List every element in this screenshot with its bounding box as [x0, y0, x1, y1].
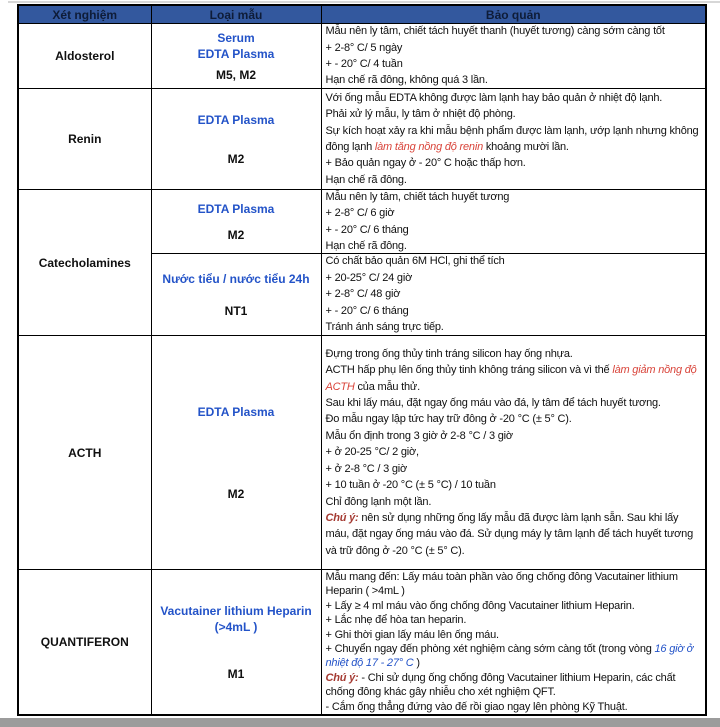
storage-text: - Chi sử dụng ống chống đông Vacutainer lithium Heparin, các chất chống đông khác gây nhiễu cho xét nghiệm QFT. [325, 671, 676, 699]
storage-text: Với ống mẫu EDTA không được làm lạnh hay bảo quản ở nhiệt độ lạnh. [325, 91, 663, 104]
storage-text: Mẫu ổn định trong 3 giờ ở 2-8 °C / 3 giờ [325, 429, 513, 442]
storage-cell [321, 89, 706, 190]
storage-text: + - 20° C/ 4 tuần [325, 58, 403, 70]
storage-text: + Lấy ≥ 4 ml máu vào ống chống đông Vacutainer lithium Heparin. [325, 599, 635, 612]
storage-text: ACTH hấp phụ lên ống thủy tinh không tráng silicon và vì thế [325, 364, 613, 377]
sample-type-cell [151, 336, 321, 570]
storage-cell [321, 570, 706, 716]
storage-text: + Lắc nhẹ để hòa tan heparin. [325, 614, 467, 627]
storage-line [326, 362, 703, 395]
storage-line [326, 286, 703, 302]
table-row [18, 190, 706, 254]
sample-code: M2 [227, 487, 245, 502]
test-name-cell: Aldosterol [18, 24, 151, 89]
table-body [18, 24, 706, 716]
storage-line [326, 106, 703, 122]
storage-line [326, 254, 703, 270]
storage-line [326, 477, 703, 493]
header-storage: Bảo quản [321, 5, 706, 24]
sample-name-group [162, 271, 309, 287]
storage-text: + - 20° C/ 6 tháng [325, 304, 409, 317]
storage-text: + 2-8° C/ 48 giờ [325, 288, 401, 301]
storage-text-highlight: làm tăng nồng độ renin [374, 141, 484, 153]
storage-line [326, 428, 703, 444]
storage-line [326, 222, 703, 238]
sample-name-group [198, 404, 275, 420]
storage-text: + ở 20-25 °C/ 2 giờ, [325, 446, 419, 459]
sample-name-group [160, 603, 311, 635]
storage-line [326, 40, 703, 56]
storage-line [326, 599, 703, 613]
storage-text-highlight: 16 giờ ở nhiệt độ 17 - 27° C [325, 643, 694, 670]
storage-text-highlight: Chú ý: [325, 511, 359, 524]
storage-line [326, 90, 703, 106]
sample-code: NT1 [224, 304, 248, 318]
storage-line [326, 24, 703, 40]
storage-text: Có chất bảo quản 6M HCl, ghi thể tích [325, 255, 505, 268]
sample-type-cell [151, 190, 321, 254]
storage-cell [321, 190, 706, 254]
storage-cell [321, 254, 706, 336]
table-row [18, 89, 706, 190]
storage-line [326, 700, 703, 714]
sample-code: M2 [227, 228, 245, 242]
storage-line [326, 238, 703, 253]
test-name-cell: Catecholamines [18, 190, 151, 336]
storage-cell [321, 336, 706, 570]
storage-line [326, 570, 703, 599]
storage-text: - Cắm ống thẳng đứng vào đế rồi giao ngay lên phòng Kỹ Thuật. [325, 700, 628, 713]
sample-name: Vacutainer lithium Heparin [160, 603, 312, 618]
sample-type-cell [151, 570, 321, 716]
storage-line [326, 671, 703, 700]
sample-name: Serum [217, 31, 255, 45]
storage-text: ) [413, 657, 420, 670]
sample-name-group [198, 201, 275, 217]
storage-text: của mẫu thử. [354, 380, 420, 393]
storage-text: Sự kích hoạt xảy ra khi mẫu bệnh phẩm được làm lạnh, ướp lạnh nhưng không đông lạnh [325, 124, 699, 153]
storage-text-highlight: Chú ý: [325, 671, 359, 684]
storage-text: Mẫu nên ly tâm, chiết tách huyết tương [325, 190, 510, 203]
storage-line [326, 411, 703, 427]
sample-name: EDTA Plasma [197, 47, 275, 61]
storage-text: Tránh ánh sáng trực tiếp. [325, 321, 444, 334]
storage-line [326, 628, 703, 642]
storage-line [326, 494, 703, 510]
storage-text-highlight: làm giảm nồng độ ACTH [325, 364, 697, 393]
sample-type-cell [151, 254, 321, 336]
sample-name: (>4mL ) [214, 619, 258, 634]
sample-code: M1 [227, 667, 245, 682]
table-row [18, 336, 706, 570]
storage-line [326, 613, 703, 627]
storage-text: + ở 2-8 °C / 3 giờ [325, 462, 408, 475]
storage-line [326, 642, 703, 671]
sample-name-group [198, 30, 275, 62]
header-test: Xét nghiệm [18, 5, 151, 24]
storage-line [326, 123, 703, 156]
storage-text: Phải xử lý mẫu, ly tâm ở nhiệt độ phòng. [325, 108, 516, 121]
storage-line [326, 190, 703, 205]
table-row [18, 24, 706, 89]
sample-name: EDTA Plasma [197, 202, 275, 216]
storage-line [326, 72, 703, 88]
sample-name: Nước tiểu / nước tiểu 24h [162, 272, 310, 286]
specimen-storage-table [17, 4, 707, 716]
storage-text: Sau khi lấy máu, đặt ngay ống máu vào đá, ly tâm để tách huyết tương. [325, 397, 661, 410]
storage-line [326, 205, 703, 221]
storage-line [326, 270, 703, 286]
sample-name: EDTA Plasma [197, 404, 275, 419]
storage-text: Mẫu nên ly tâm, chiết tách huyết thanh (huyết tương) càng sớm càng tốt [325, 25, 665, 38]
storage-line [326, 303, 703, 319]
storage-line [326, 461, 703, 477]
storage-line [326, 444, 703, 460]
storage-line [326, 172, 703, 188]
storage-text: + Ghi thời gian lấy máu lên ống máu. [325, 628, 499, 641]
storage-text: Đo mẫu ngay lập tức hay trữ đông ở -20 °C (± 5° C). [325, 413, 572, 426]
storage-text: + 20-25° C/ 24 giờ [325, 271, 413, 284]
storage-cell [321, 24, 706, 89]
test-name-cell: QUANTIFERON [18, 570, 151, 716]
sample-code: M5, M2 [215, 68, 256, 82]
storage-line [326, 346, 703, 362]
page-top-edge [8, 1, 720, 3]
storage-text: Hạn chế rã đông, không quá 3 lần. [325, 74, 488, 87]
page-bottom-edge [0, 718, 720, 727]
storage-line [326, 56, 703, 72]
sample-name-group [198, 112, 275, 128]
storage-text: khoảng mười lần. [483, 141, 569, 153]
header-row [18, 5, 706, 24]
storage-text: + 2-8° C/ 5 ngày [325, 41, 403, 54]
test-name-cell: ACTH [18, 336, 151, 570]
storage-text: Hạn chế rã đông. [325, 173, 407, 186]
table-row [18, 570, 706, 716]
storage-text: + 2-8° C/ 6 giờ [325, 207, 395, 220]
storage-line [326, 510, 703, 559]
storage-text: Hạn chế rã đông. [325, 239, 407, 252]
storage-line [326, 319, 703, 335]
storage-text: + Bảo quản ngay ở - 20° C hoặc thấp hơn. [325, 157, 526, 170]
storage-text: + Chuyển ngay đến phòng xét nghiệm càng sớm càng tốt (trong vòng [325, 643, 655, 655]
sample-type-cell [151, 89, 321, 190]
sample-code: M2 [227, 151, 245, 166]
header-sample-type: Loại mẫu [151, 5, 321, 24]
storage-text: + - 20° C/ 6 tháng [325, 223, 409, 236]
storage-line [326, 395, 703, 411]
storage-text: nên sử dụng những ống lấy mẫu đã được làm lạnh sẵn. Sau khi lấy máu, đặt ngay ống máu vào đá. Sử dụng máy ly tâm lạnh để tách huyết tương và trữ đông ở -20 °C (± 5° C). [325, 511, 694, 557]
test-name-cell: Renin [18, 89, 151, 190]
storage-line [326, 155, 703, 171]
sample-type-cell [151, 24, 321, 89]
storage-text: Mẫu mang đến: Lấy máu toàn phần vào ống chống đông Vacutainer lithium Heparin ( >4mL ) [325, 570, 678, 598]
sample-name: EDTA Plasma [197, 113, 275, 128]
storage-text: Đựng trong ống thủy tinh tráng silicon hay ống nhựa. [325, 347, 573, 360]
storage-text: Chỉ đông lạnh một lần. [325, 495, 432, 508]
storage-text: + 10 tuần ở -20 °C (± 5 °C) / 10 tuần [325, 479, 496, 492]
